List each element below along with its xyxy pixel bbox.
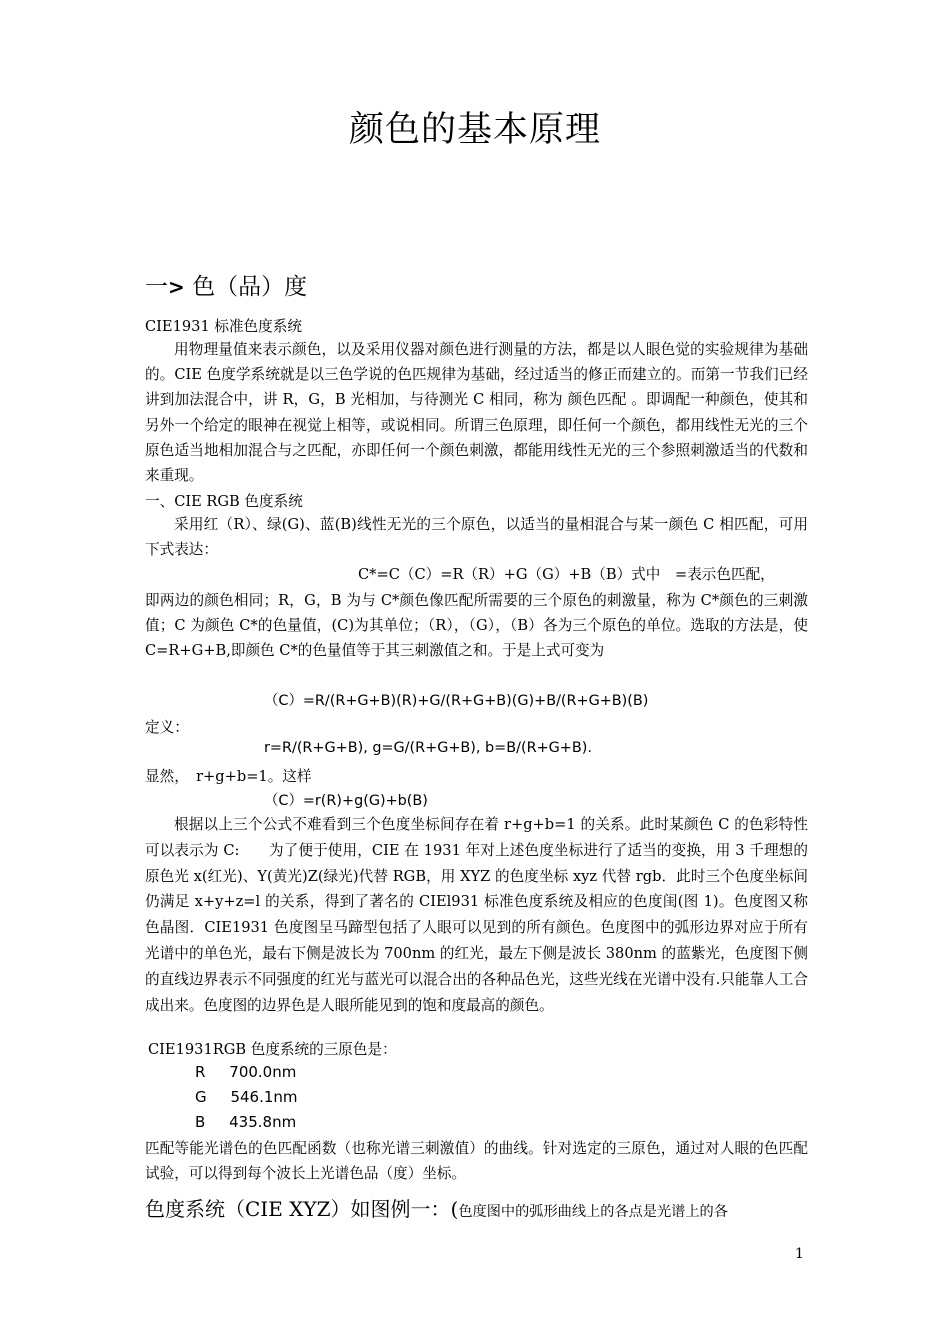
equation-match: C*=C（C）=R（R）+G（G）+B（B）式中 =表示色匹配， [358, 566, 775, 583]
equation-rgb: （C）=r(R)+g(G)+b(B) [264, 793, 428, 809]
page-title: 颜色的基本原理 [348, 110, 601, 150]
primary-row [195, 1113, 296, 1131]
subtitle: CIE1931 标准色度系统 [145, 318, 302, 335]
page-number: 1 [795, 1246, 804, 1262]
primary-name: R [195, 1063, 206, 1081]
primary-name: B [195, 1113, 206, 1131]
paragraph-rgb: 采用红（R）、绿(G)、蓝(B)线性无光的三个原色，以适当的量相混合与某一颜色 C 相匹配，可用下式表达： [145, 516, 808, 559]
definition-label: 定义： [145, 719, 189, 736]
section-heading [145, 268, 307, 301]
primary-wavelength: 700.0nm [229, 1063, 297, 1081]
paragraph-match-function: 匹配等能光谱色的色匹配函数（也称光谱三刺激值）的曲线。针对选定的三原色，通过对人眼的色匹配试验，可以得到每个波长上光谱色品（度）坐标。 [145, 1140, 808, 1183]
obvious-line: 显然， r+g+b=1。这样 [145, 768, 312, 785]
section-heading-prefix: 一 [145, 274, 168, 300]
section-heading-text: 色（品）度 [192, 274, 308, 300]
xyz-lead-line [145, 1193, 810, 1222]
primary-name: G [195, 1088, 207, 1106]
primary-row [195, 1063, 296, 1081]
primaries-heading: CIE1931RGB 色度系统的三原色是： [148, 1041, 397, 1058]
paragraph-match: 即两边的颜色相同；R，G，B 为与 C*颜色像匹配所需要的三个原色的刺激量，称为 C*颜色的三刺激值；C 为颜色 C*的色量值，(C)为其单位；（R），（G），（B）各为三个原色的单位。选取的方法是，使 C=R+G+B,即颜色 C*的色量值等于其三刺激值之和。于是上式可变为 [145, 592, 808, 660]
equation-definition: r=R/(R+G+B), g=G/(R+G+B), b=B/(R+G+B). [264, 740, 592, 756]
equation-unit: （C）=R/(R+G+B)(R)+G/(R+G+B)(G)+B/(R+G+B)(B) [264, 693, 649, 709]
primary-wavelength: 435.8nm [229, 1113, 297, 1131]
paragraph-intro: 用物理量值来表示颜色，以及采用仪器对颜色进行测量的方法，都是以人眼色觉的实验规律为基础的。CIE 色度学系统就是以三色学说的色匹规律为基础，经过适当的修正而建立的。而第一节我们已经讲到加法混合中，讲 R，G，B 光相加，与待测光 C 相同，称为 颜色匹配 。即调配一种颜色，使其和另外一个给定的眼神在视觉上相等，或说相同。所谓三色原理，即任何一个颜色，都用线性无光的三个原色适当地相加混合与之匹配，亦即任何一个颜色刺激，都能用线性无光的三个参照刺激适当的代数和来重现。 [145, 341, 808, 485]
xyz-lead-text: 色度图中的弧形曲线上的各点是光谱上的各 [458, 1204, 728, 1220]
xyz-lead-heading: 色度系统（CIE XYZ）如图例一：( [145, 1197, 459, 1221]
arrow-glyph: > [168, 275, 185, 299]
primary-row [195, 1088, 298, 1106]
primary-wavelength: 546.1nm [230, 1088, 298, 1106]
paragraph-chromaticity: 根据以上三个公式不难看到三个色度坐标间存在着 r+g+b=1 的关系。此时某颜色 C 的色彩特性可以表示为 C: 为了便于使用，CIE 在 1931 年对上述色度坐标进行了适当的变换，用 3 千理想的原色光 x(红光)、Y(黄光)Z(绿光)代替 RGB，用 XYZ 的色度坐标 xyz 代替 rgb．此时三个色度坐标间仍满足 x+y+z=l 的关系，得到了著名的 CIEl931 标准色度系统及相应的色度闺(图 1)。色度图又称色晶图．CIE1931 色度图呈马蹄型包括了人眼可以见到的所有颜色。色度图中的弧形边界对应于所有光谱中的单色光，最右下侧是波长为 700nm 的红光，最左下侧是波长 380nm 的蓝紫光，色度图下侧的直线边界表示不同强度的红光与蓝光可以混合出的各种品色光，这些光线在光谱中没有.只能靠人工合成出来。色度图的边界色是人眼所能见到的饱和度最高的颜色。 [145, 816, 808, 1014]
rgb-section-heading: 一、CIE RGB 色度系统 [145, 493, 303, 510]
